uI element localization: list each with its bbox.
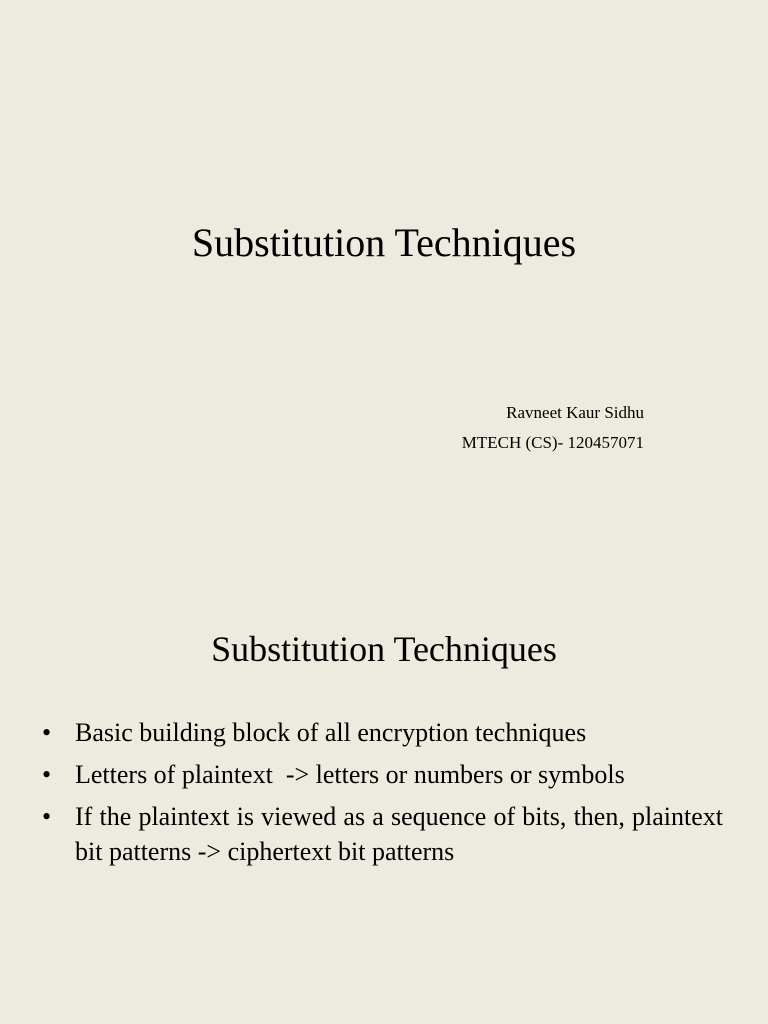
slide-subtitle [462, 398, 644, 458]
bullet-item [42, 799, 723, 869]
bullet-text: Basic building block of all encryption techniques [75, 718, 587, 747]
bullet-icon: • [42, 718, 52, 747]
slide-title: Substitution Techniques [191, 220, 577, 265]
bullet-icon: • [42, 760, 52, 789]
course-id: MTECH (CS)- 120457071 [461, 433, 644, 452]
bullet-icon: • [42, 802, 52, 831]
bullet-item [42, 715, 723, 750]
bullet-text: If the plaintext is viewed as a sequence of bits, then, plaintext bit patterns -> ciphertext bit patterns [75, 802, 723, 866]
content-slide [0, 512, 768, 1024]
bullet-text: Letters of plaintext -> letters or numbers or symbols [75, 760, 625, 789]
bullet-list [42, 715, 723, 876]
author-name: Ravneet Kaur Sidhu [506, 403, 644, 422]
bullet-item [42, 757, 723, 792]
slide-title: Substitution Techniques [211, 629, 557, 669]
